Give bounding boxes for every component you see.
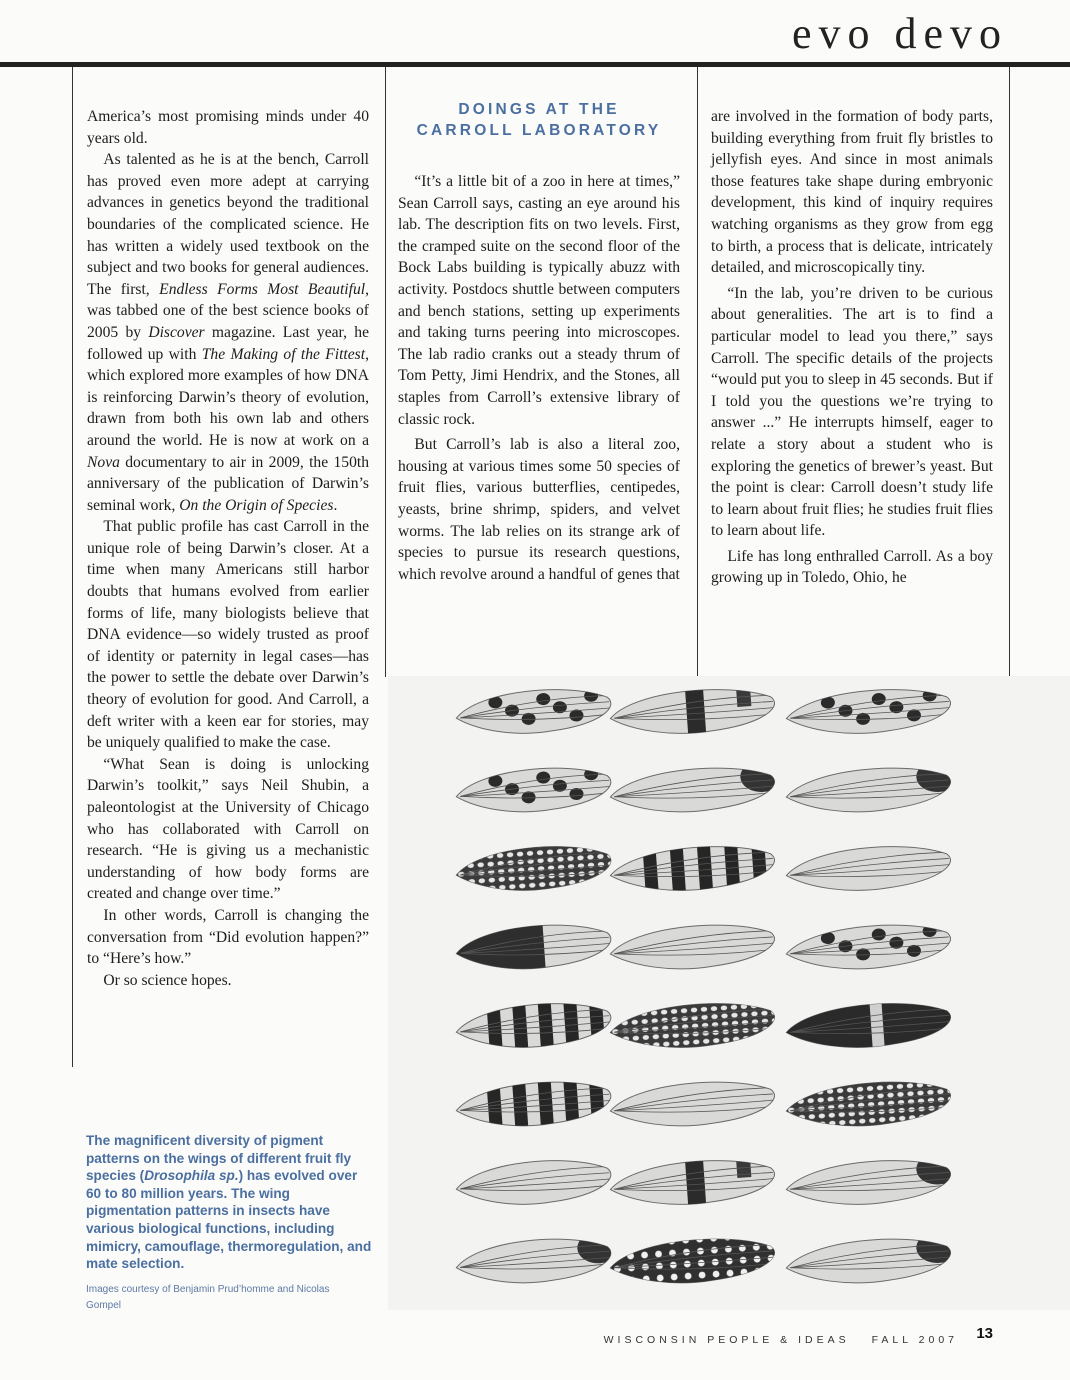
photo-caption: The magnificent diversity of pigment patterns on the wings of different fruit fly species (Drosophila sp.) has evolved over 60 to 80 million years. The wing pigmentation patterns in insects have various biological functions, including mimicry, camouflage, thermoregulation, and mate selection.: [86, 1133, 372, 1272]
fly-wing: [785, 685, 952, 739]
fly-wing: [608, 992, 781, 1056]
column-1: [87, 106, 369, 991]
section-tag: evo devo: [791, 9, 1008, 58]
fly-wing: [784, 992, 957, 1056]
book-title: On the Origin of Species: [179, 496, 334, 514]
fly-wing: [455, 1156, 613, 1209]
fly-wing: [608, 1149, 776, 1212]
show-title: Nova: [87, 453, 120, 471]
photo-credit: Images courtesy of Benjamin Prud’homme and Nicolas Gompel: [86, 1284, 330, 1311]
fly-wings-photo: [388, 676, 1070, 1310]
book-title: The Making of the Fittest: [201, 345, 366, 363]
fly-wing: [608, 678, 776, 741]
fly-wing: [609, 1077, 776, 1131]
paragraph: “What Sean is doing is unlocking Darwin’s toolkit,” says Neil Shubin, a paleontologist at the University of Chicago who has collaborated with Carroll on research. “He is giving us a mechanistic understanding of how body forms are created and change over time.”: [87, 755, 369, 903]
column-2: [398, 99, 680, 585]
fly-wing: [785, 758, 963, 817]
paragraph: That public profile has cast Carroll in the unique role of being Darwin’s closer. At a time when many Americans still harbor doubts that humans evolved from earlier forms of life, many biologists believe that DNA evidence—so widely trusted as proof of identity or paternity in legal cases—has the power to settle the debate over Darwin’s theory of evolution for good. And Carroll, a deft writer with a keen ear for stories, may be uniquely qualified to make the case.: [87, 518, 369, 752]
paragraph: As talented as he is at the bench, Carroll has proved even more adept at carrying advances in genetics beyond the traditional boundaries of the complicated science. He has written a widely used textbook on the subject and two books for general audiences. The first, Endless Forms Most Beautiful, was tabbed one of the best science books of 2005 by Discover magazine. Last year, he followed up with The Making of the Fittest, which explored more examples of how DNA is reinforcing Darwin’s theory of evolution, drawn from both his own lab and others around the world. He is now at work on a Nova documentary to air in 2009, the 150th anniversary of the publication of Darwin’s seminal work, On the Origin of Species.: [87, 151, 370, 514]
fly-wing: [454, 993, 612, 1056]
paragraph: Or so science hopes.: [103, 971, 232, 989]
paragraph: America’s most promising minds under 40 years old.: [87, 108, 369, 147]
fly-wing: [785, 1151, 963, 1210]
fly-wing: [455, 685, 613, 738]
paragraph: “It’s a little bit of a zoo in here at times,” Sean Carroll says, casting an eye around his lab. The description fits on two levels. First, the cramped suite on the second floor of the Bock Labs building is typically abuzz with activity. Postdocs shuttle between computers and bench stations, setting up experiments and taking turns peering into microscopes. The lab radio cranks out a steady thrum of Tom Petty, Jimi Hendrix, and the Stones, all staples from Carroll’s extensive library of classic rock.: [398, 173, 680, 428]
fly-wing: [455, 1230, 624, 1288]
fly-wing: [454, 1071, 612, 1134]
paragraph: are involved in the formation of body parts, building everything from fruit fly bristles to jellyfish eyes. And since in most animals those features take shape during embryonic development, this kind of inquiry requires watching organisms as they grow from egg to birth, a process that is delicate, intricately detailed, and microscopically tiny.: [711, 108, 993, 277]
footer: [604, 1330, 958, 1348]
page-number: 13: [976, 1325, 993, 1342]
fly-wing: [784, 1071, 957, 1135]
column-rule-far: [1009, 67, 1010, 677]
fly-wing: [455, 764, 613, 817]
column-3: [711, 106, 993, 589]
header-rule: [0, 62, 1070, 67]
issue-date: FALL 2007: [871, 1334, 958, 1346]
column-rule-right: [697, 67, 698, 677]
fly-wing: [785, 920, 952, 974]
fly-wing: [609, 920, 776, 974]
sidebar-title: DOINGS AT THE CARROLL LABORATORY: [416, 101, 662, 139]
fly-wing: [785, 842, 952, 896]
paragraph: But Carroll’s lab is also a literal zoo, housing at various times some 50 species of fruit flies, various butterflies, centipedes, yeasts, brine shrimp, spiders, and velvet worms. The lab relies on its strange ark of species to pursue its research questions, which revolve around a handful of genes that: [398, 436, 680, 583]
fly-wing: [785, 1229, 963, 1288]
paragraph: “In the lab, you’re driven to be curious about generalities. The art is to find a particular model to lead you there,” says Carroll. The specific details of the projects “would put you to sleep in 45 seconds. But if I told you the questions we’re trying to answer ...” He interrupts himself, eager to relate a story about a student who is exploring the genetics of brewer’s yeast. But the point is clear: Carroll doesn’t study life to learn about fruit flies; he studies fruit flies to learn about life.: [711, 284, 993, 540]
fly-wing: [454, 835, 617, 898]
fly-wing: [608, 835, 776, 898]
paragraph: Life has long enthralled Carroll. As a boy growing up in Toledo, Ohio, he: [711, 547, 993, 587]
fly-wing: [454, 914, 612, 977]
magazine-title: Discover: [148, 323, 205, 341]
publication-name: WISCONSIN PEOPLE & IDEAS: [603, 1334, 850, 1346]
fly-wing: [608, 1228, 781, 1292]
book-title: Endless Forms Most Beautiful: [159, 280, 366, 298]
paragraph: In other words, Carroll is changing the conversation from “Did evolution happen?” to “Here’s how.”: [87, 906, 369, 968]
column-rule-left: [72, 67, 73, 1067]
column-rule-mid: [385, 67, 386, 677]
fly-wing: [609, 758, 787, 817]
fly-wings-illustration: [388, 676, 1070, 1310]
